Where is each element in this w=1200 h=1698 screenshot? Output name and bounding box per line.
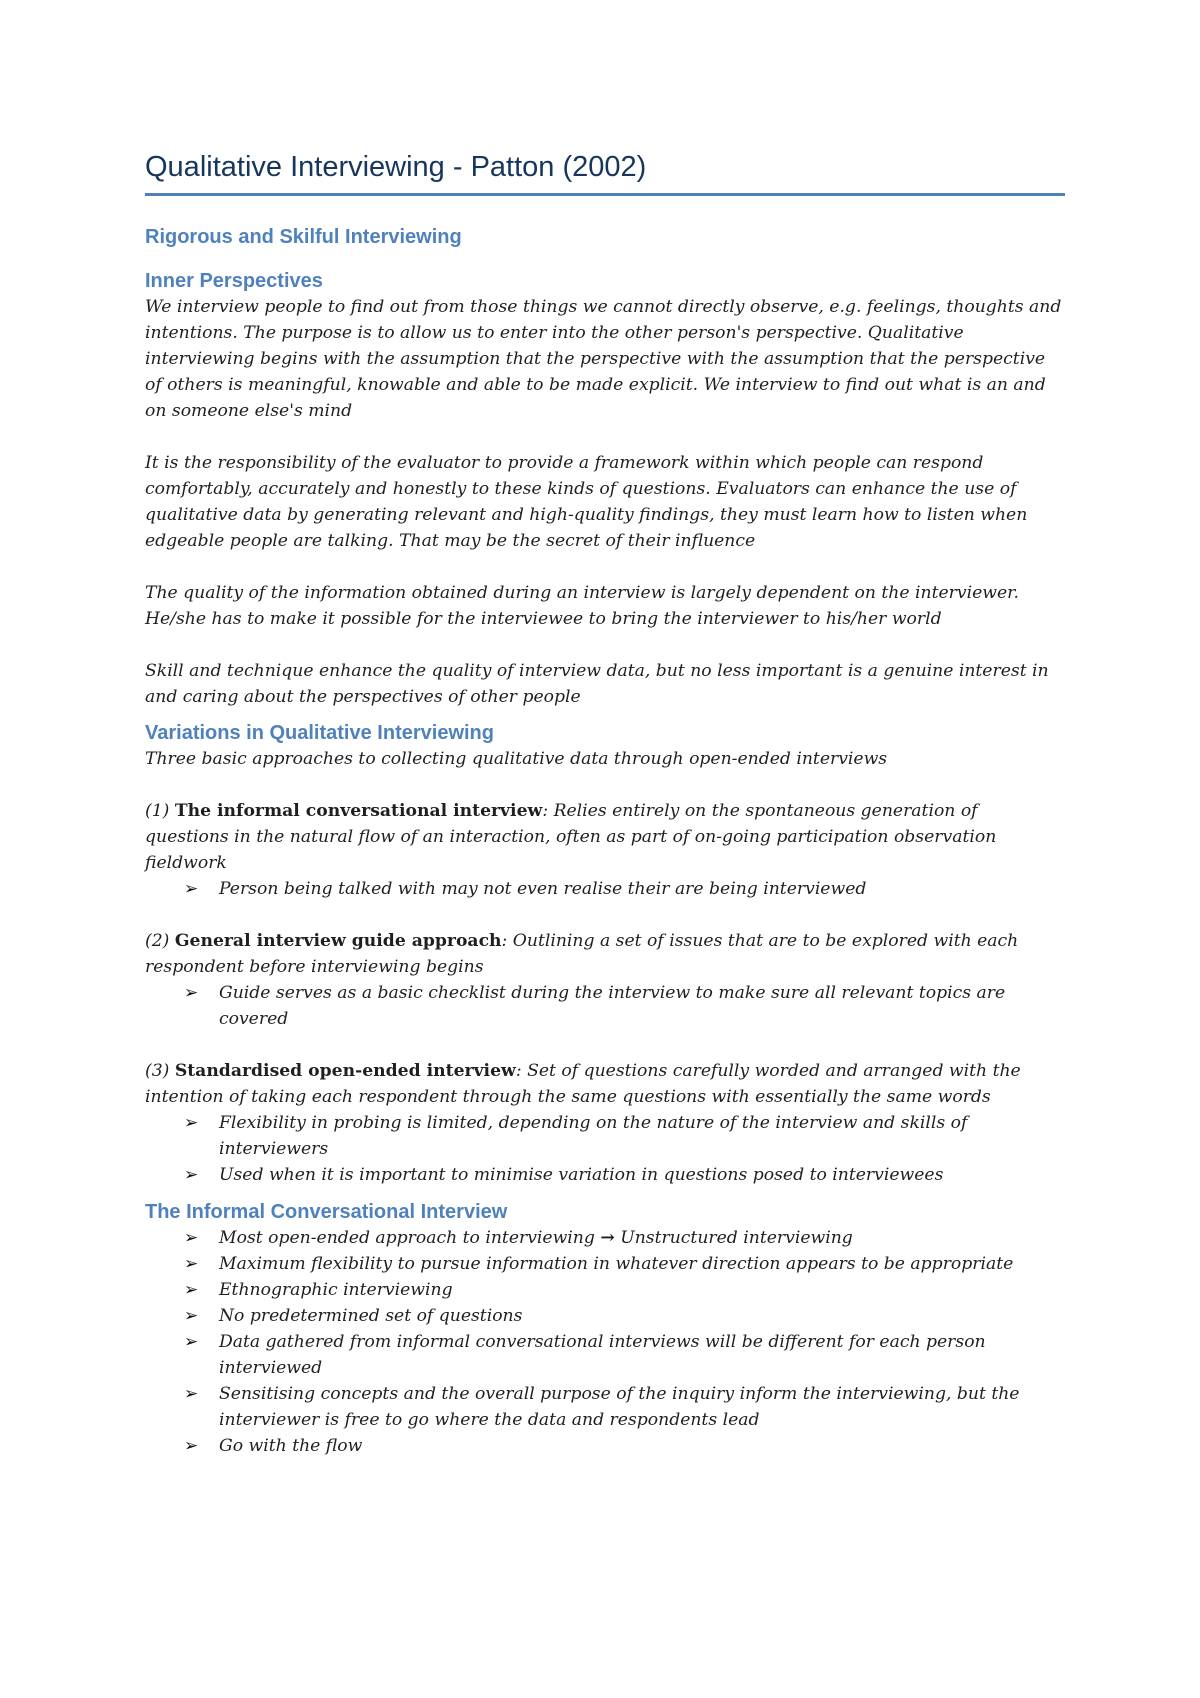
document-page (145, 150, 1065, 1459)
approach-number: (2) (145, 931, 170, 951)
approach-3 (145, 1058, 1065, 1110)
list-item (145, 1251, 1065, 1277)
bullet-text: Maximum flexibility to pursue information in whatever direction appears to be appropriate (219, 1254, 1014, 1274)
list-item (145, 1303, 1065, 1329)
approach-name: The informal conversational interview (174, 801, 543, 821)
informal-bullets (145, 1225, 1065, 1459)
bullet-text: Most open-ended approach to interviewing (219, 1228, 595, 1248)
heading-variations: Variations in Qualitative Interviewing (145, 722, 494, 744)
bullet-text: Used when it is important to minimise variation in questions posed to interviewees (219, 1165, 944, 1185)
bullet-text: Person being talked with may not even realise their are being interviewed (219, 879, 867, 899)
list-item (145, 876, 1065, 902)
arrowhead-bullet-icon: ➢ (184, 1113, 199, 1133)
arrowhead-bullet-icon: ➢ (184, 1436, 199, 1456)
approach-2 (145, 928, 1065, 980)
arrowhead-bullet-icon: ➢ (184, 1332, 199, 1352)
bullet-text: Guide serves as a basic checklist during the interview to make sure all relevant topics are covered (219, 983, 1006, 1029)
paragraph-inner-4: Skill and technique enhance the quality of interview data, but no less important is a genuine interest in and caring about the perspectives of other people (145, 661, 1049, 707)
paragraph-inner-2: It is the responsibility of the evaluator to provide a framework within which people can respond comfortably, accurately and honestly to these kinds of questions. Evaluators can enhance the use of qualitative data by generating relevant and high-quality findings, they must learn how to listen when edgeable people are talking. That may be the secret of their influence (145, 453, 1028, 551)
approach-description: : Relies entirely on the spontaneous generation of questions in the natural flow of an interaction, often as part of on-going participation observation fieldwork (145, 801, 997, 873)
page-title: Qualitative Interviewing - Patton (2002) (145, 150, 1065, 196)
list-item (145, 1162, 1065, 1188)
list-item (145, 1225, 1065, 1251)
list-item (145, 980, 1065, 1032)
arrowhead-bullet-icon: ➢ (184, 1254, 199, 1274)
approach-1 (145, 798, 1065, 876)
bullet-text: Ethnographic interviewing (219, 1280, 453, 1300)
list-item (145, 1433, 1065, 1459)
arrowhead-bullet-icon: ➢ (184, 1228, 199, 1248)
approach-description: : Outlining a set of issues that are to be explored with each respondent before interviewing begins (145, 931, 1019, 977)
arrowhead-bullet-icon: ➢ (184, 1384, 199, 1404)
list-item (145, 1277, 1065, 1303)
list-item (145, 1329, 1065, 1381)
approach-number: (3) (145, 1061, 170, 1081)
paragraph-inner-1: We interview people to find out from those things we cannot directly observe, e.g. feelings, thoughts and intentions. The purpose is to allow us to enter into the other person's perspective. Qualitative interviewing begins with the assumption that the perspective with the assumption that the perspective of others is meaningful, knowable and able to be made explicit. We interview to find out what is an and on someone else's mind (145, 297, 1062, 421)
bullet-text: Flexibility in probing is limited, depending on the nature of the interview and skills of interviewers (219, 1113, 968, 1159)
bullet-text: Data gathered from informal conversational interviews will be different for each person interviewed (219, 1332, 986, 1378)
arrowhead-bullet-icon: ➢ (184, 879, 199, 899)
arrowhead-bullet-icon: ➢ (184, 983, 199, 1003)
list-item (145, 1110, 1065, 1162)
arrowhead-bullet-icon: ➢ (184, 1306, 199, 1326)
heading-rigorous: Rigorous and Skilful Interviewing (145, 226, 462, 248)
bullet-text: Go with the flow (219, 1436, 363, 1456)
approach-number: (1) (145, 801, 170, 821)
approach-2-bullets (145, 980, 1065, 1032)
paragraph-inner-3: The quality of the information obtained during an interview is largely dependent on the interviewer. He/she has to make it possible for the interviewee to bring the interviewer to his/her world (145, 583, 1019, 629)
approach-name: Standardised open-ended interview (174, 1061, 516, 1081)
arrowhead-bullet-icon: ➢ (184, 1280, 199, 1300)
paragraph-variations-intro: Three basic approaches to collecting qualitative data through open-ended interviews (145, 749, 888, 769)
bullet-text: Sensitising concepts and the overall purpose of the inquiry inform the interviewing, but the interviewer is free to go where the data and respondents lead (219, 1384, 1020, 1430)
approach-description: : Set of questions carefully worded and arranged with the intention of taking each respondent through the same questions with essentially the same words (145, 1061, 1021, 1107)
bullet-text: No predetermined set of questions (219, 1306, 523, 1326)
heading-informal-conversational: The Informal Conversational Interview (145, 1201, 508, 1223)
bullet-text: Unstructured interviewing (620, 1228, 853, 1248)
approach-name: General interview guide approach (174, 931, 502, 951)
arrowhead-bullet-icon: ➢ (184, 1165, 199, 1185)
heading-inner-perspectives: Inner Perspectives (145, 270, 323, 292)
right-arrow-icon: → (600, 1228, 615, 1248)
approach-3-bullets (145, 1110, 1065, 1188)
approach-1-bullets (145, 876, 1065, 902)
list-item (145, 1381, 1065, 1433)
